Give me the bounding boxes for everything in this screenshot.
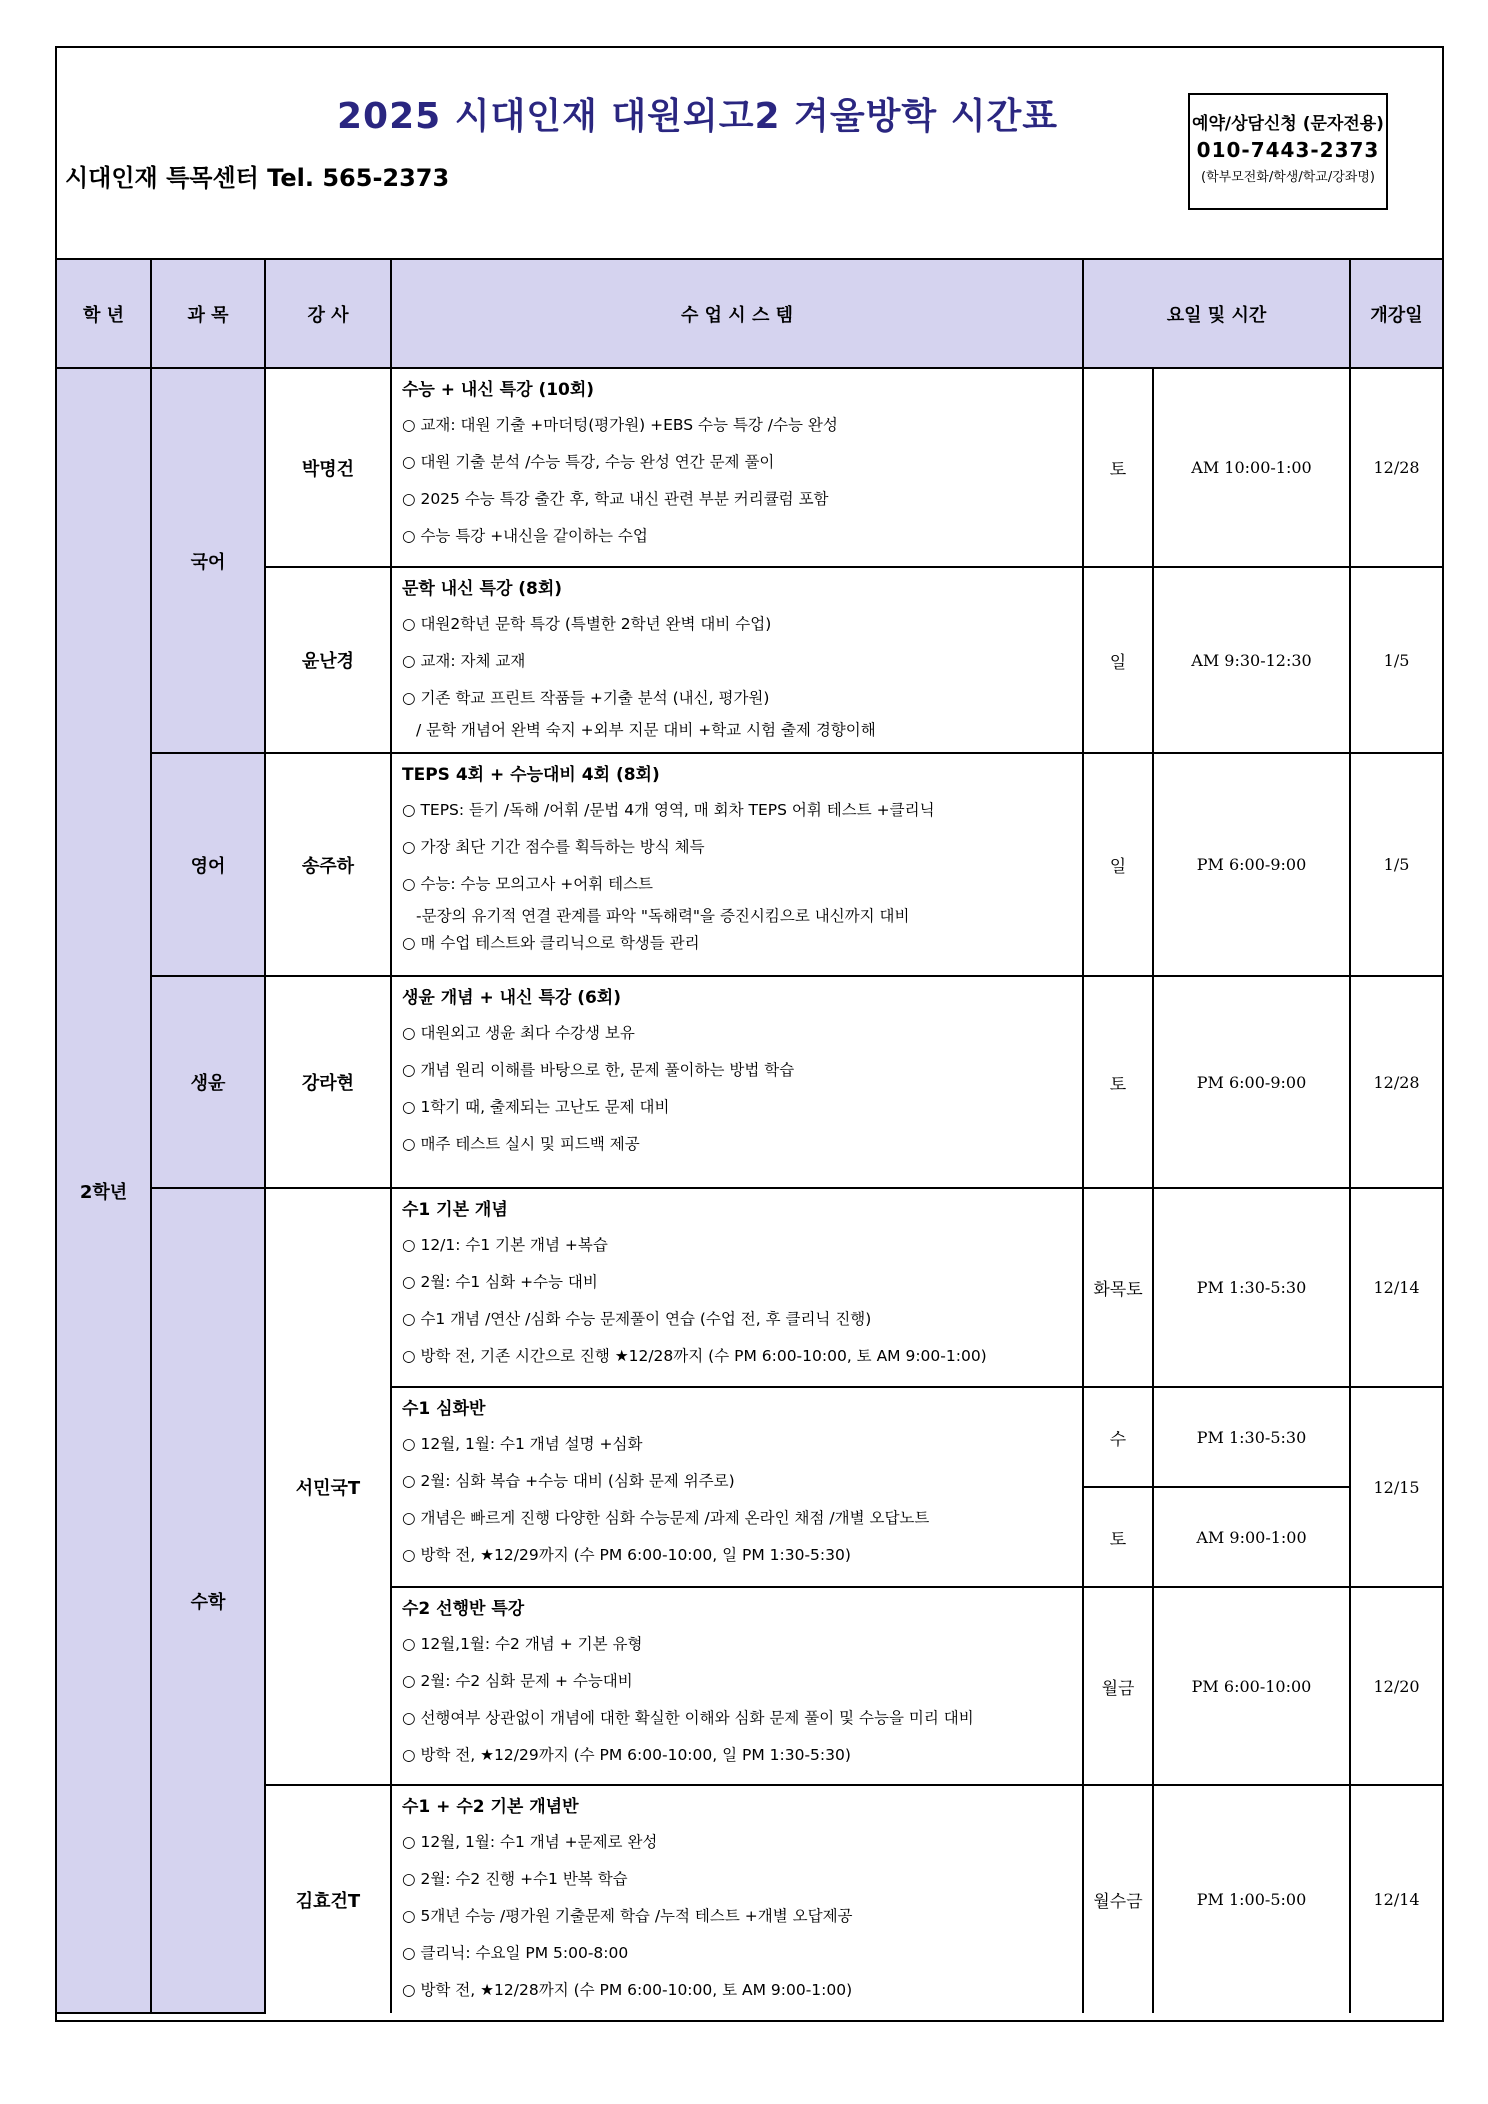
center-contact: 시대인재 특목센터 Tel. 565-2373 [65, 164, 450, 192]
class-detail: ○ 2025 수능 특강 출간 후, 학교 내신 관련 부분 커리큘럼 포함 [402, 490, 829, 508]
col-teacher: 강 사 [265, 260, 391, 368]
class-detail: ○ 클리닉: 수요일 PM 5:00-8:00 [402, 1944, 629, 1962]
class-title: 수2 선행반 특강 [402, 1599, 525, 1619]
class-detail: ○ TEPS: 듣기 /독해 /어휘 /문법 4개 영역, 매 회차 TEPS 어휘 테스트 +클리닉 [402, 801, 935, 819]
class-detail: ○ 2월: 심화 복습 +수능 대비 (심화 문제 위주로) [402, 1472, 735, 1490]
system-cell [391, 753, 1083, 976]
teacher-cell: 서민국T [265, 1188, 391, 1785]
subject-social: 생윤 [151, 976, 265, 1188]
subject-korean: 국어 [151, 368, 265, 753]
class-detail: ○ 선행여부 상관없이 개념에 대한 확실한 이해와 심화 문제 풀이 및 수능을 미리 대비 [402, 1709, 974, 1727]
class-title: 문학 내신 특강 (8회) [402, 579, 563, 599]
subject-english: 영어 [151, 753, 265, 976]
time-cell: AM 9:00-1:00 [1153, 1487, 1350, 1587]
class-detail: / 문학 개념어 완벽 숙지 +외부 지문 대비 +학교 시험 출제 경향이해 [416, 721, 876, 739]
system-cell [391, 1188, 1083, 1387]
page-title: 2025 시대인재 대원외고2 겨울방학 시간표 [337, 96, 1059, 137]
system-cell [391, 1387, 1083, 1587]
class-detail: ○ 교재: 대원 기출 +마더텅(평가원) +EBS 수능 특강 /수능 완성 [402, 416, 838, 434]
class-detail: -문장의 유기적 연결 관계를 파악 "독해력"을 증진시킴으로 내신까지 대비 [416, 907, 910, 925]
day-cell: 화목토 [1083, 1188, 1153, 1387]
class-title: 수능 + 내신 특강 (10회) [402, 380, 595, 400]
table-row [57, 1188, 1442, 1387]
system-cell [391, 567, 1083, 753]
start-date-cell: 12/28 [1350, 976, 1442, 1188]
day-cell: 토 [1083, 976, 1153, 1188]
col-subject: 과 목 [151, 260, 265, 368]
start-date-cell: 1/5 [1350, 567, 1442, 753]
start-date-cell: 12/28 [1350, 368, 1442, 567]
time-cell: PM 6:00-9:00 [1153, 753, 1350, 976]
class-detail: ○ 대원외고 생윤 최다 수강생 보유 [402, 1024, 635, 1042]
class-detail: ○ 방학 전, 기존 시간으로 진행 ★12/28까지 (수 PM 6:00-10:00, 토 AM 9:00-1:00) [402, 1347, 987, 1365]
schedule-table [57, 260, 1442, 2014]
start-date-cell: 1/5 [1350, 753, 1442, 976]
time-cell: PM 1:00-5:00 [1153, 1785, 1350, 2013]
table-row [57, 976, 1442, 1188]
reservation-title: 예약/상담신청 (문자전용) [1192, 114, 1384, 134]
grade-cell: 2학년 [57, 368, 151, 2013]
class-detail: ○ 12/1: 수1 기본 개념 +복습 [402, 1236, 608, 1254]
day-cell: 일 [1083, 753, 1153, 976]
table-row [57, 368, 1442, 567]
header-row [57, 260, 1442, 368]
class-detail: ○ 개념 원리 이해를 바탕으로 한, 문제 풀이하는 방법 학습 [402, 1061, 795, 1079]
reservation-phone: 010-7443-2373 [1196, 138, 1380, 162]
start-date-cell: 12/20 [1350, 1587, 1442, 1785]
timetable-page [55, 46, 1444, 2022]
class-detail: ○ 매 수업 테스트와 클리닉으로 학생들 관리 [402, 934, 700, 952]
table-row [57, 1785, 1442, 2013]
class-detail: ○ 수1 개념 /연산 /심화 수능 문제풀이 연습 (수업 전, 후 클리닉 진행) [402, 1310, 872, 1328]
class-detail: ○ 수능: 수능 모의고사 +어휘 테스트 [402, 875, 654, 893]
class-detail: ○ 기존 학교 프린트 작품들 +기출 분석 (내신, 평가원) [402, 689, 770, 707]
start-date-cell: 12/15 [1350, 1387, 1442, 1587]
time-cell: AM 10:00-1:00 [1153, 368, 1350, 567]
teacher-cell: 김효건T [265, 1785, 391, 2013]
class-title: 수1 + 수2 기본 개념반 [402, 1797, 579, 1817]
table-row [57, 753, 1442, 976]
class-detail: ○ 교재: 자체 교재 [402, 652, 526, 670]
class-detail: ○ 12월,1월: 수2 개념 + 기본 유형 [402, 1635, 643, 1653]
day-cell: 월금 [1083, 1587, 1153, 1785]
system-cell [391, 976, 1083, 1188]
class-title: 수1 심화반 [402, 1399, 486, 1419]
day-cell: 수 [1083, 1387, 1153, 1487]
class-detail: ○ 1학기 때, 출제되는 고난도 문제 대비 [402, 1098, 670, 1116]
header [57, 48, 1442, 260]
class-title: 수1 기본 개념 [402, 1200, 508, 1220]
class-detail: ○ 가장 최단 기간 점수를 획득하는 방식 체득 [402, 838, 705, 856]
class-title: TEPS 4회 + 수능대비 4회 (8회) [402, 765, 660, 785]
class-title: 생윤 개념 + 내신 특강 (6회) [402, 988, 622, 1008]
col-system: 수 업 시 스 템 [391, 260, 1083, 368]
class-detail: ○ 2월: 수2 심화 문제 + 수능대비 [402, 1672, 633, 1690]
time-cell: PM 6:00-10:00 [1153, 1587, 1350, 1785]
col-schedule: 요일 및 시간 [1083, 260, 1350, 368]
class-detail: ○ 2월: 수1 심화 +수능 대비 [402, 1273, 598, 1291]
teacher-cell: 윤난경 [265, 567, 391, 753]
system-cell [391, 1785, 1083, 2013]
teacher-cell: 박명건 [265, 368, 391, 567]
system-cell [391, 1587, 1083, 1785]
time-cell: PM 6:00-9:00 [1153, 976, 1350, 1188]
class-detail: ○ 방학 전, ★12/28까지 (수 PM 6:00-10:00, 토 AM 9:00-1:00) [402, 1981, 853, 1999]
start-date-cell: 12/14 [1350, 1785, 1442, 2013]
class-detail: ○ 5개년 수능 /평가원 기출문제 학습 /누적 테스트 +개별 오답제공 [402, 1907, 853, 1925]
day-cell: 월수금 [1083, 1785, 1153, 2013]
day-cell: 토 [1083, 368, 1153, 567]
reservation-box [1188, 93, 1388, 210]
class-detail: ○ 대원2학년 문학 특강 (특별한 2학년 완벽 대비 수업) [402, 615, 772, 633]
start-date-cell: 12/14 [1350, 1188, 1442, 1387]
subject-math: 수학 [151, 1188, 265, 2013]
col-grade: 학 년 [57, 260, 151, 368]
table-row [57, 567, 1442, 753]
col-start: 개강일 [1350, 260, 1442, 368]
class-detail: ○ 12월, 1월: 수1 개념 설명 +심화 [402, 1435, 643, 1453]
reservation-note: (학부모전화/학생/학교/강좌명) [1201, 170, 1375, 185]
class-detail: ○ 대원 기출 분석 /수능 특강, 수능 완성 연간 문제 풀이 [402, 453, 775, 471]
class-detail: ○ 수능 특강 +내신을 같이하는 수업 [402, 527, 648, 545]
class-detail: ○ 방학 전, ★12/29까지 (수 PM 6:00-10:00, 일 PM 1:30-5:30) [402, 1546, 851, 1564]
time-cell: PM 1:30-5:30 [1153, 1387, 1350, 1487]
class-detail: ○ 매주 테스트 실시 및 피드백 제공 [402, 1135, 640, 1153]
class-detail: ○ 12월, 1월: 수1 개념 +문제로 완성 [402, 1833, 658, 1851]
class-detail: ○ 2월: 수2 진행 +수1 반복 학습 [402, 1870, 628, 1888]
teacher-cell: 송주하 [265, 753, 391, 976]
class-detail: ○ 개념은 빠르게 진행 다양한 심화 수능문제 /과제 온라인 채점 /개별 오답노트 [402, 1509, 930, 1527]
class-detail: ○ 방학 전, ★12/29까지 (수 PM 6:00-10:00, 일 PM 1:30-5:30) [402, 1746, 851, 1764]
day-cell: 일 [1083, 567, 1153, 753]
time-cell: AM 9:30-12:30 [1153, 567, 1350, 753]
time-cell: PM 1:30-5:30 [1153, 1188, 1350, 1387]
teacher-cell: 강라현 [265, 976, 391, 1188]
system-cell [391, 368, 1083, 567]
day-cell: 토 [1083, 1487, 1153, 1587]
